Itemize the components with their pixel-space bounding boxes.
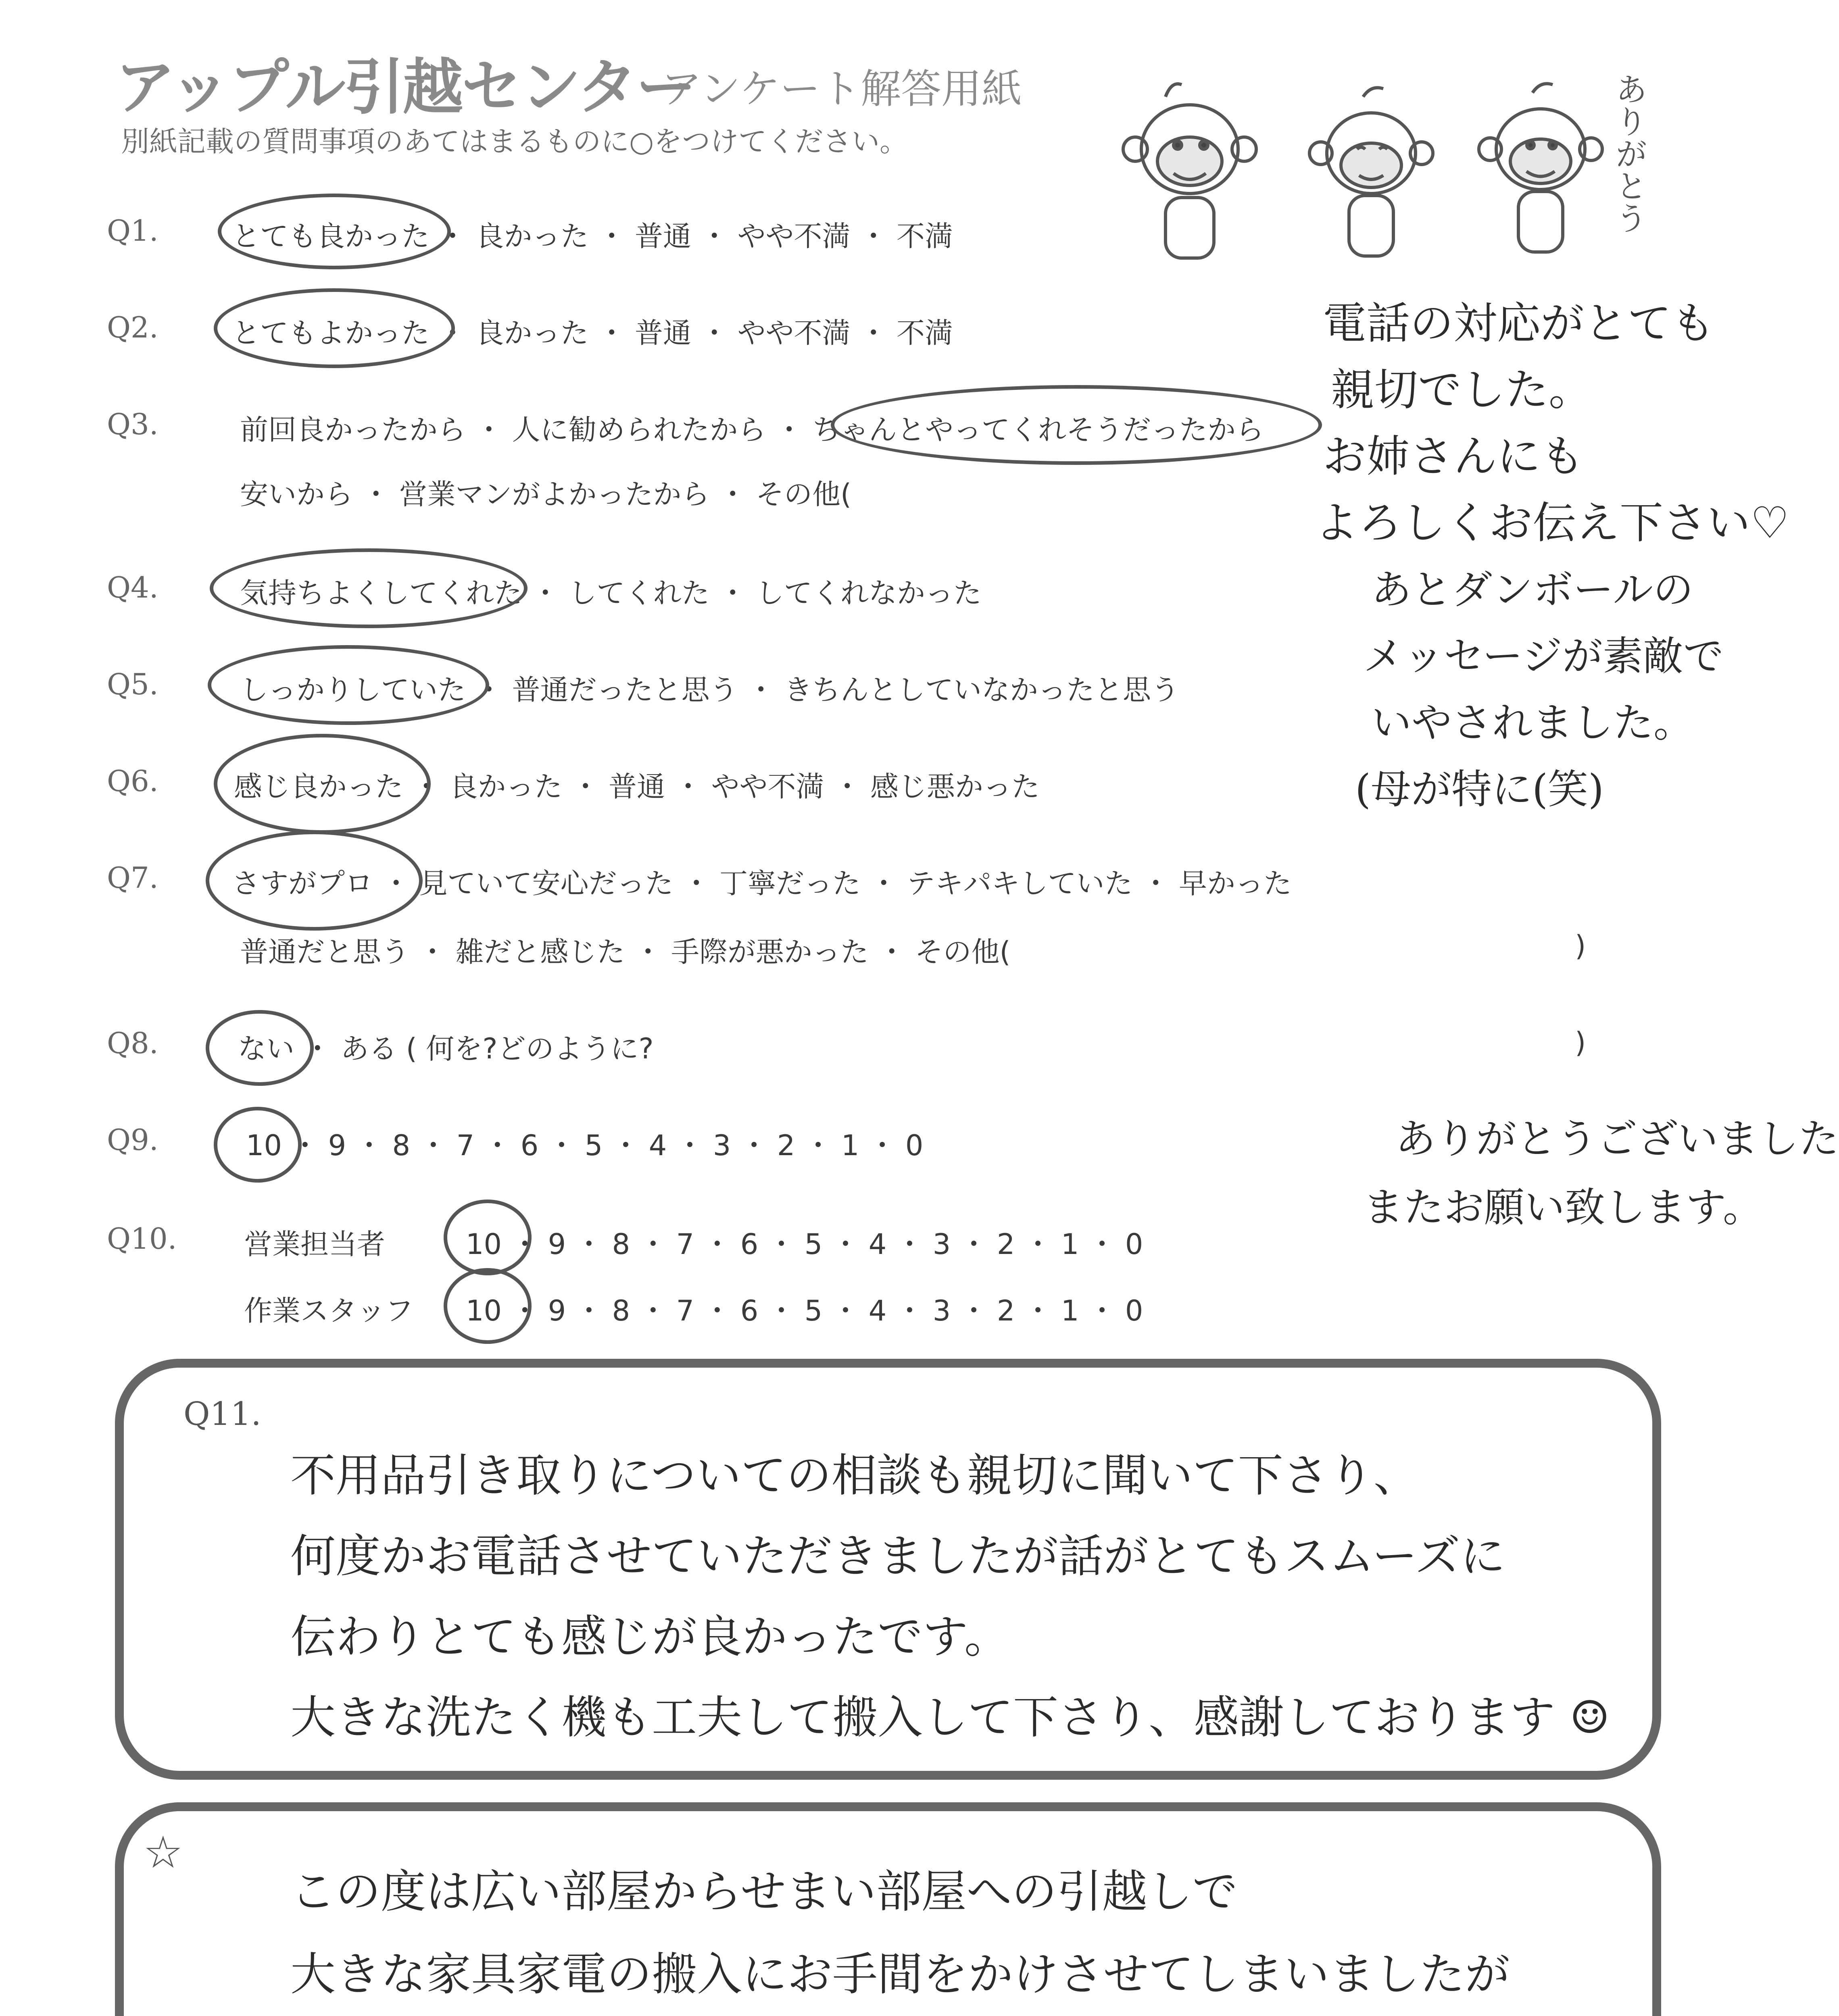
q10-label: Q10. <box>107 1222 177 1256</box>
monkey-mascots-illustration <box>1097 56 1662 266</box>
answer-circle <box>218 194 451 269</box>
answer-circle <box>206 831 423 931</box>
q1-options: とても良かった ・ 良かった ・ 普通 ・ やや不満 ・ 不満 <box>232 220 953 253</box>
side-comment: 電話の対応がとても 親切でした。 お姉さんにも よろしくお伝え下さい♡ あとダンボールの メッセージが素敵で いやされました。 (母が特に(笑) <box>1315 298 1789 813</box>
q7-label: Q7. <box>107 861 158 895</box>
star-comment: この度は広い部屋からせまい部屋への引越しで 大きな家具家電の搬入にお手間をかけさせてしまいましたが <box>290 1866 1510 2001</box>
q5-label: Q5. <box>107 667 158 701</box>
answer-circle <box>208 645 489 725</box>
q4-label: Q4. <box>107 571 158 604</box>
answer-circle <box>444 1200 532 1275</box>
q4-options: 気持ちよくしてくれた ・ してくれた ・ してくれなかった <box>240 577 982 610</box>
instruction-text: 別紙記載の質問事項のあてはまるものに○をつけてください。 <box>121 125 908 158</box>
q8-label: Q8. <box>107 1026 158 1060</box>
q7-options-line2: 普通だと思う ・ 雑だと感じた ・ 手際が悪かった ・ その他( <box>240 935 1011 968</box>
q6-label: Q6. <box>107 764 158 798</box>
q10-staff-options: 10 ・ 9 ・ 8 ・ 7 ・ 6 ・ 5 ・ 4 ・ 3 ・ 2 ・ 1 ・ 0 <box>466 1294 1143 1327</box>
q2-label: Q2. <box>107 310 158 344</box>
q7-options-line1: さすがプロ ・ 見ていて安心だった ・ 丁寧だった ・ テキパキしていた ・ 早かった <box>232 867 1292 900</box>
q2-options: とてもよかった ・ 良かった ・ 普通 ・ やや不満 ・ 不満 <box>232 317 953 350</box>
q10-staff-label: 作業スタッフ <box>244 1294 413 1327</box>
company-title: アップル引越センター <box>115 52 695 123</box>
star-icon: ☆ <box>143 1826 183 1878</box>
answer-circle <box>214 734 431 834</box>
q8-options: ない ・ ある ( 何を?どのように? <box>238 1032 654 1065</box>
answer-circle <box>214 1107 302 1183</box>
q3-options-line2: 安いから ・ 営業マンがよかったから ・ その他( <box>240 478 852 511</box>
form-subtitle: アンケート解答用紙 <box>661 65 1022 112</box>
q10-sales-options: 10 ・ 9 ・ 8 ・ 7 ・ 6 ・ 5 ・ 4 ・ 3 ・ 2 ・ 1 ・ 0 <box>466 1228 1143 1261</box>
q3-label: Q3. <box>107 407 158 441</box>
q6-options: 感じ良かった ・ 良かった ・ 普通 ・ やや不満 ・ 感じ悪かった <box>234 770 1040 803</box>
answer-circle <box>831 385 1322 465</box>
answer-circle <box>214 288 455 368</box>
answer-circle <box>444 1268 532 1344</box>
q1-label: Q1. <box>107 214 158 248</box>
q8-close-paren: ) <box>1575 1026 1586 1059</box>
thanks-comment: ありがとうございました またお願い致します。 <box>1363 1115 1839 1231</box>
q9-options: 10 ・ 9 ・ 8 ・ 7 ・ 6 ・ 5 ・ 4 ・ 3 ・ 2 ・ 1 ・ 0 <box>246 1129 924 1162</box>
q11-label: Q11. <box>183 1395 261 1433</box>
thanks-vertical-label: ありがとう <box>1610 73 1647 234</box>
q10-sales-label: 営業担当者 <box>244 1228 385 1261</box>
answer-circle <box>206 1010 314 1086</box>
q5-options: しっかりしていた ・ 普通だったと思う ・ きちんとしていなかったと思う <box>240 673 1180 706</box>
q9-label: Q9. <box>107 1123 158 1157</box>
q3-options-line1: 前回良かったから ・ 人に勧められたから ・ ちゃんとやってくれそうだったから <box>240 413 1264 446</box>
q11-comment: 不用品引き取りについての相談も親切に聞いて下さり、 何度かお電話させていただきましたが話がとてもスムーズに 伝わりとても感じが良かったです。 大きな洗たく機も工夫して搬入して下さり、感謝しております ☺ <box>290 1450 1610 1744</box>
answer-circle <box>210 548 528 628</box>
q7-close-paren: ) <box>1575 929 1586 962</box>
